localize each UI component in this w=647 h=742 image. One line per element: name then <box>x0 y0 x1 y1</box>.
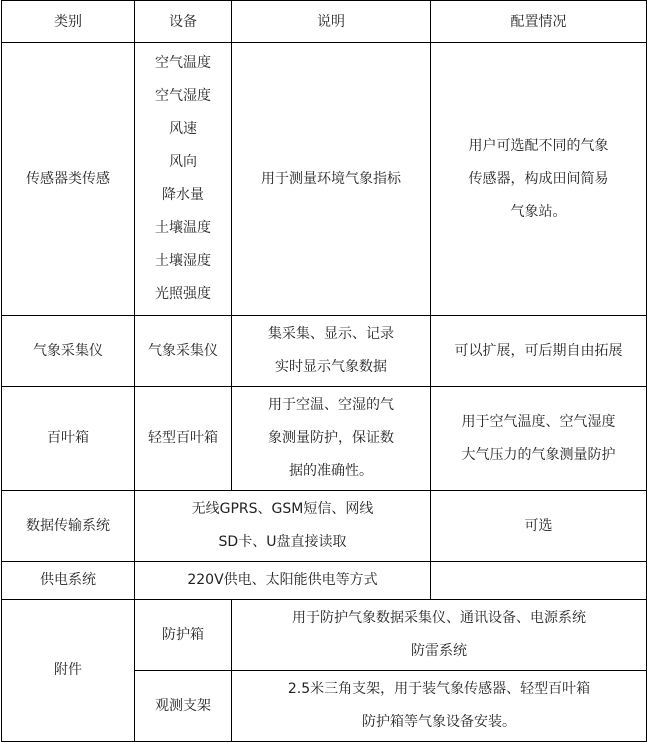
power-config <box>431 562 647 600</box>
sensors-config <box>431 43 647 316</box>
accessories-category: 附件 <box>2 600 135 742</box>
louver-category: 百叶箱 <box>2 387 135 491</box>
louver-description-line: 据的准确性。 <box>289 463 373 479</box>
power-category: 供电系统 <box>2 562 135 600</box>
header-description: 说明 <box>232 1 431 43</box>
table-row-power <box>2 562 647 600</box>
accessory-device: 观测支架 <box>135 671 232 742</box>
device-soil-temp: 土壤温度 <box>155 220 211 236</box>
table-row-sensors <box>2 43 647 316</box>
transmission-description-line: 无线GPRS、GSM短信、网线 <box>191 501 374 517</box>
accessory-description-line: 用于防护气象数据采集仪、通讯设备、电源系统 <box>292 610 586 626</box>
table-row-collector <box>2 316 647 387</box>
sensors-config-line: 气象站。 <box>510 203 567 220</box>
louver-description-line: 用于空温、空湿的气 <box>268 397 394 413</box>
collector-description-line: 实时显示气象数据 <box>275 359 387 375</box>
device-light-intensity: 光照强度 <box>155 286 211 302</box>
device-precipitation: 降水量 <box>162 187 204 203</box>
transmission-description <box>135 491 431 562</box>
table-row-transmission <box>2 491 647 562</box>
accessory-description <box>232 671 647 742</box>
sensors-category: 传感器类传感 <box>2 43 135 316</box>
louver-description-line: 象测量防护，保证数 <box>268 430 394 446</box>
transmission-config: 可选 <box>431 491 647 562</box>
louver-description <box>232 387 431 491</box>
collector-device: 气象采集仪 <box>135 316 232 387</box>
device-wind-direction: 风向 <box>169 154 197 170</box>
device-wind-speed: 风速 <box>169 121 197 137</box>
louver-config-line: 用于空气温度、空气湿度 <box>461 413 616 430</box>
header-category: 类别 <box>2 1 135 43</box>
louver-config-line: 大气压力的气象测量防护 <box>461 446 616 463</box>
transmission-description-line: SD卡、U盘直接读取 <box>218 534 347 550</box>
equipment-config-table <box>1 0 647 742</box>
accessory-description-line: 2.5米三角支架，用于装气象传感器、轻型百叶箱 <box>287 681 591 697</box>
accessory-description-line: 防雷系统 <box>411 643 467 659</box>
power-description: 220V供电、太阳能供电等方式 <box>135 562 431 600</box>
sensors-config-line: 用户可选配不同的气象 <box>468 137 609 154</box>
table-row-louver <box>2 387 647 491</box>
transmission-category: 数据传输系统 <box>2 491 135 562</box>
collector-description-line: 集采集、显示、记录 <box>268 326 394 342</box>
device-air-temp: 空气温度 <box>155 55 211 71</box>
device-soil-humidity: 土壤湿度 <box>155 253 211 269</box>
sensors-config-line: 传感器，构成田间简易 <box>468 170 609 187</box>
table-header-row <box>2 1 647 43</box>
table-row-accessories-case <box>2 600 647 671</box>
sensors-device-list <box>135 43 232 316</box>
louver-config <box>431 387 647 491</box>
collector-category: 气象采集仪 <box>2 316 135 387</box>
accessory-device: 防护箱 <box>135 600 232 671</box>
header-device: 设备 <box>135 1 232 43</box>
accessory-description <box>232 600 647 671</box>
accessory-description-line: 防护箱等气象设备安装。 <box>362 714 516 730</box>
collector-description <box>232 316 431 387</box>
collector-config: 可以扩展，可后期自由拓展 <box>431 316 647 387</box>
sensors-description: 用于测量环境气象指标 <box>232 43 431 316</box>
device-air-humidity: 空气湿度 <box>155 88 211 104</box>
header-config: 配置情况 <box>431 1 647 43</box>
louver-device: 轻型百叶箱 <box>135 387 232 491</box>
